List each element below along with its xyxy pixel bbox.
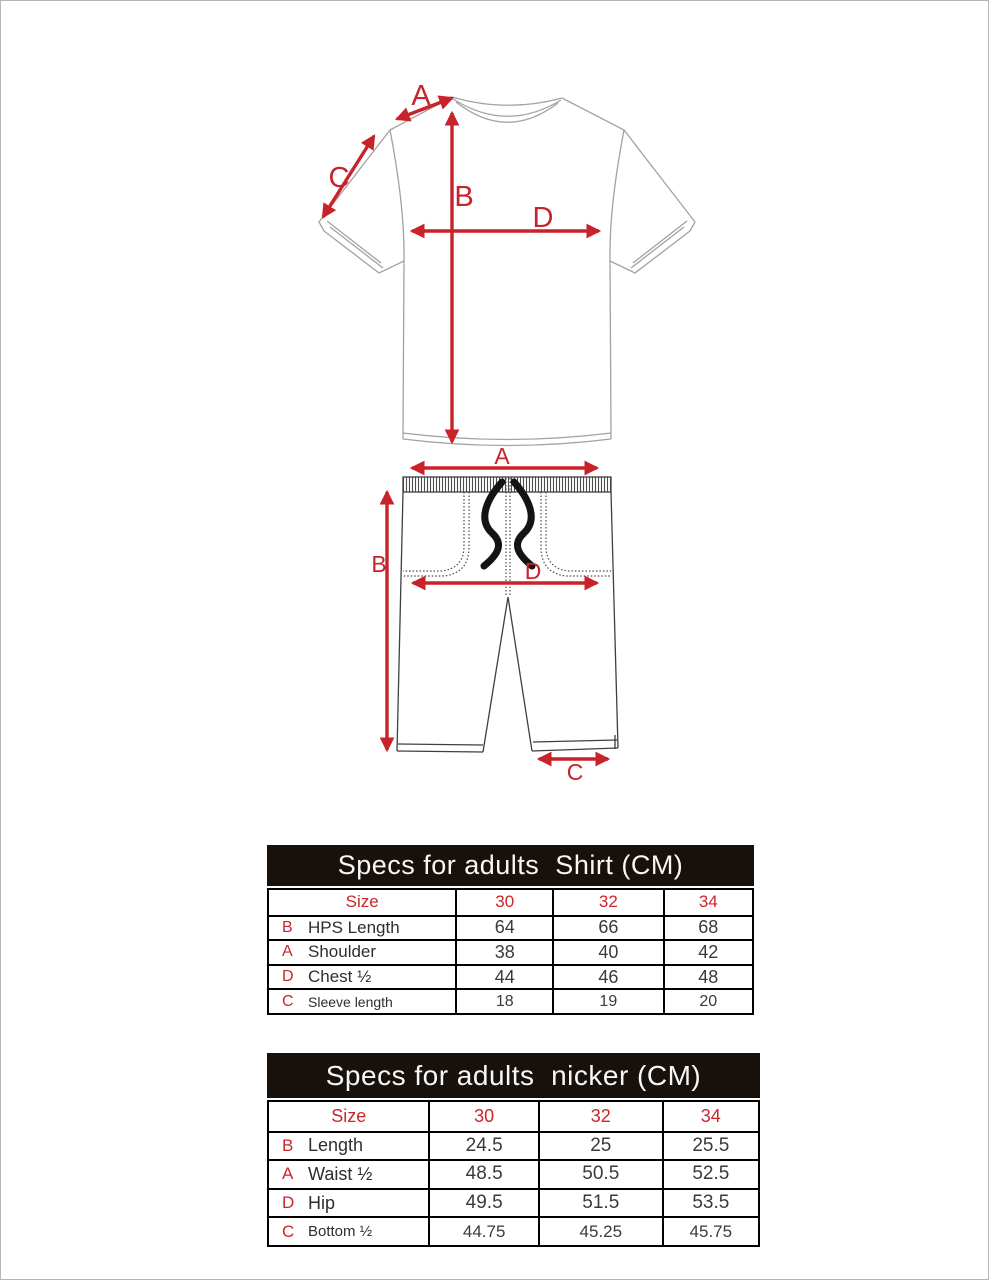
column-header-34: 34	[662, 1102, 758, 1131]
shorts-left-side	[397, 492, 403, 751]
shorts-left-pocket-stitch2	[403, 492, 469, 576]
spec-row-label: A Waist ½	[269, 1159, 428, 1188]
shorts-right-hem	[532, 748, 618, 751]
spec-row-label: A Shoulder	[269, 939, 455, 964]
spec-value-cell: 38	[455, 939, 552, 964]
spec-value-cell: 66	[552, 915, 663, 940]
spec-row-label: D Hip	[269, 1188, 428, 1217]
shirt-left-armhole	[390, 130, 404, 261]
drawstring-right-cord	[514, 482, 532, 566]
spec-value-cell: 18	[455, 988, 552, 1013]
spec-value-cell: 25	[538, 1131, 662, 1160]
shirt-table-grid	[267, 888, 754, 1015]
measure-key: A	[282, 943, 293, 961]
spec-row-label: B HPS Length	[269, 915, 455, 940]
column-header-34: 34	[663, 890, 752, 915]
nicker-table-grid	[267, 1100, 760, 1247]
shirt-left-side	[403, 261, 404, 433]
spec-value-cell: 25.5	[662, 1131, 758, 1160]
shirt-label-c: C	[328, 162, 350, 194]
size-header-cell: Size	[345, 892, 379, 912]
shorts-waistband	[403, 477, 611, 492]
shirt-right-cuff-line	[633, 221, 687, 263]
shorts-left-hem-inner	[398, 744, 483, 745]
spec-value-cell: 51.5	[538, 1188, 662, 1217]
measure-key: B	[282, 918, 293, 936]
measure-key: B	[282, 1135, 294, 1155]
spec-value-cell: 20	[663, 988, 752, 1013]
size-header-cell: Size	[331, 1105, 367, 1126]
spec-value-cell: 64	[455, 915, 552, 940]
measure-key: D	[282, 1193, 295, 1213]
spec-value-cell: 19	[552, 988, 663, 1013]
spec-value-cell: 45.25	[538, 1216, 662, 1245]
shorts-label-c: C	[566, 759, 584, 785]
shirt-spec-table	[267, 845, 754, 1015]
spec-row-label: B Length	[269, 1131, 428, 1160]
shirt-right-shoulder	[562, 98, 624, 130]
shorts-left-pocket-stitch	[403, 492, 464, 571]
shorts-label-d: D	[524, 558, 542, 584]
spec-value-cell: 44	[455, 964, 552, 989]
spec-value-cell: 52.5	[662, 1159, 758, 1188]
shirt-drawing	[319, 97, 695, 446]
measure-key: D	[282, 968, 294, 986]
shorts-left-hem	[397, 751, 483, 752]
column-header-30: 30	[428, 1102, 538, 1131]
measure-key: C	[282, 992, 294, 1010]
nicker-spec-table	[267, 1053, 760, 1247]
measure-key: C	[282, 1221, 295, 1241]
column-header-32: 32	[552, 890, 663, 915]
measure-key: A	[282, 1164, 294, 1184]
shorts-label-b: B	[371, 551, 387, 577]
shorts-label-a: A	[494, 443, 510, 469]
spec-value-cell: 42	[663, 939, 752, 964]
spec-value-cell: 48.5	[428, 1159, 538, 1188]
shirt-left-cuff-line	[327, 221, 381, 263]
nicker-table-title: Specs for adults nicker (CM)	[267, 1053, 760, 1098]
shorts-right-side	[611, 492, 618, 748]
shirt-hem-inner	[403, 433, 611, 440]
spec-value-cell: 44.75	[428, 1216, 538, 1245]
spec-value-cell: 48	[663, 964, 752, 989]
shirt-label-d: D	[532, 202, 554, 234]
shirt-right-armhole	[610, 130, 624, 261]
spec-value-cell: 50.5	[538, 1159, 662, 1188]
shirt-table-title: Specs for adults Shirt (CM)	[267, 845, 754, 886]
spec-row-label: C Sleeve length	[269, 988, 455, 1013]
spec-row-label: D Chest ½	[269, 964, 455, 989]
shorts-drawing	[397, 477, 618, 752]
spec-value-cell: 53.5	[662, 1188, 758, 1217]
shorts-inseams	[483, 597, 532, 752]
spec-value-cell: 68	[663, 915, 752, 940]
shorts-fly-stitch	[506, 478, 510, 596]
column-header-30: 30	[455, 890, 552, 915]
shirt-collar-top	[452, 97, 562, 105]
shorts-right-pocket-stitch2	[541, 492, 611, 576]
shorts-right-hem-inner	[533, 740, 617, 742]
spec-value-cell: 40	[552, 939, 663, 964]
drawstring-left-cord	[484, 482, 502, 566]
shirt-label-a: A	[411, 80, 431, 112]
shorts-right-pocket-stitch	[546, 492, 611, 571]
spec-value-cell: 49.5	[428, 1188, 538, 1217]
shirt-right-side	[610, 261, 611, 433]
column-header-32: 32	[538, 1102, 662, 1131]
shirt-right-cuff-line2	[631, 227, 684, 268]
spec-value-cell: 45.75	[662, 1216, 758, 1245]
garment-measurement-diagram	[280, 75, 720, 800]
spec-row-label: C Bottom ½	[269, 1216, 428, 1245]
spec-value-cell: 24.5	[428, 1131, 538, 1160]
shirt-label-b: B	[454, 181, 474, 213]
shirt-left-cuff-line2	[330, 227, 383, 268]
spec-value-cell: 46	[552, 964, 663, 989]
